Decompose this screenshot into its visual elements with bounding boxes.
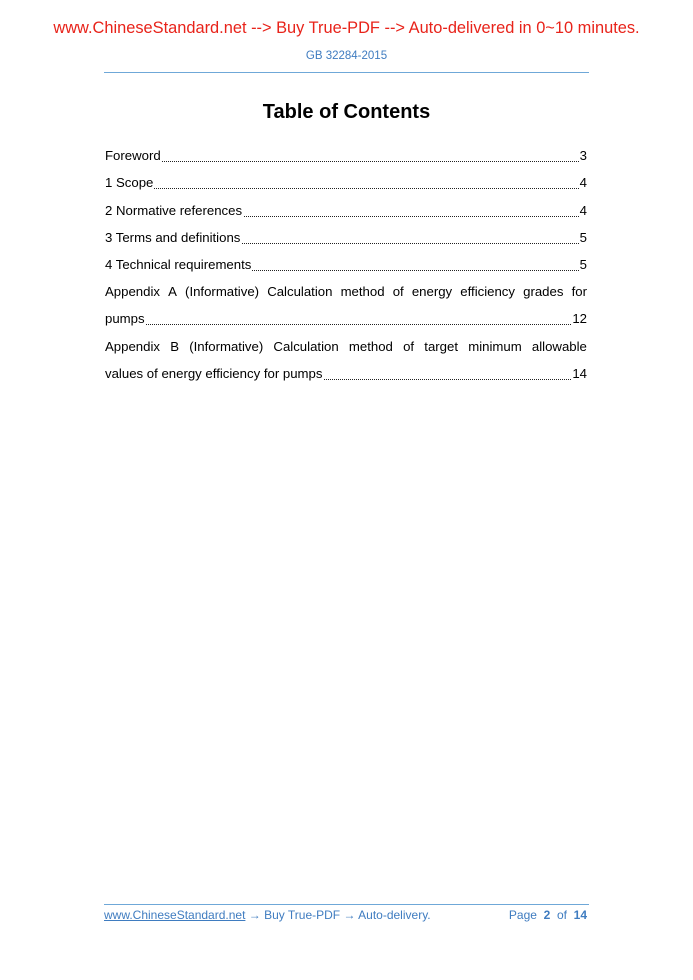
word: A [168,284,177,300]
toc-entry-appendix-a-line2[interactable] [105,307,587,334]
arrow-right-icon: → [343,908,356,922]
toc-entry-page: 14 [571,364,587,384]
page-title: Table of Contents [262,101,431,123]
arrow-right-icon: → [248,908,261,922]
site-link[interactable]: www.ChineseStandard.net [104,908,246,922]
toc-entry-page: 4 [579,173,587,193]
word: Appendix [105,338,160,354]
word: minimum [468,338,522,354]
header-divider [104,72,589,73]
toc-entry-page: 3 [579,146,587,166]
word: efficiency [460,284,515,300]
toc-entry-page: 5 [579,228,587,248]
word: (Informative) [185,284,260,300]
word: Appendix [105,284,160,300]
toc-entry-terms-definitions[interactable] [105,226,587,253]
word: Calculation [273,338,339,354]
table-of-contents [105,144,587,389]
word: B [170,338,179,354]
toc-entry-appendix-b-line2[interactable] [105,362,587,389]
toc-entry-technical-requirements[interactable] [105,253,587,280]
page-word: Page [508,908,537,922]
justified-line [105,282,587,302]
promo-banner[interactable]: www.ChineseStandard.net --> Buy True-PDF --> Auto-delivered in 0~10 minutes. [53,19,640,37]
toc-entry-label: Foreword [105,146,162,166]
toc-entry-label: 2 Normative references [105,201,243,221]
dot-leader [105,188,587,189]
toc-entry-normative-references[interactable] [105,198,587,225]
word: for [571,284,587,300]
page-indicator [509,908,587,922]
word: energy [411,284,453,300]
current-page-number: 2 [543,908,551,922]
toc-entry-appendix-a-line1[interactable] [105,280,587,307]
word: grades [523,284,564,300]
standard-code-header: GB 32284-2015 [305,50,388,62]
total-page-number: 14 [573,908,587,922]
toc-entry-label: 3 Terms and definitions [105,228,241,248]
word: of [403,338,415,354]
word: of [392,284,404,300]
word: method [340,284,385,300]
toc-entry-foreword[interactable] [105,144,587,171]
word: target [424,338,459,354]
toc-entry-page: 5 [579,255,587,275]
dot-leader [105,161,587,162]
buy-link-text: Buy True-PDF [264,908,341,922]
toc-entry-page: 12 [571,309,587,329]
word: Calculation [267,284,333,300]
toc-entry-label: pumps [105,309,146,329]
word: method [348,338,393,354]
justified-line [105,337,587,357]
word: (Informative) [189,338,264,354]
dot-leader [105,324,587,325]
word: allowable [531,338,587,354]
toc-entry-appendix-b-line1[interactable] [105,334,587,361]
toc-entry-scope[interactable] [105,171,587,198]
of-word: of [556,908,567,922]
footer-links [104,908,431,922]
delivery-text: Auto-delivery. [358,908,431,922]
footer-divider [104,904,589,905]
toc-entry-label: values of energy efficiency for pumps [105,364,323,384]
toc-entry-page: 4 [579,201,587,221]
toc-entry-label: 4 Technical requirements [105,255,252,275]
toc-entry-label: 1 Scope [105,173,154,193]
